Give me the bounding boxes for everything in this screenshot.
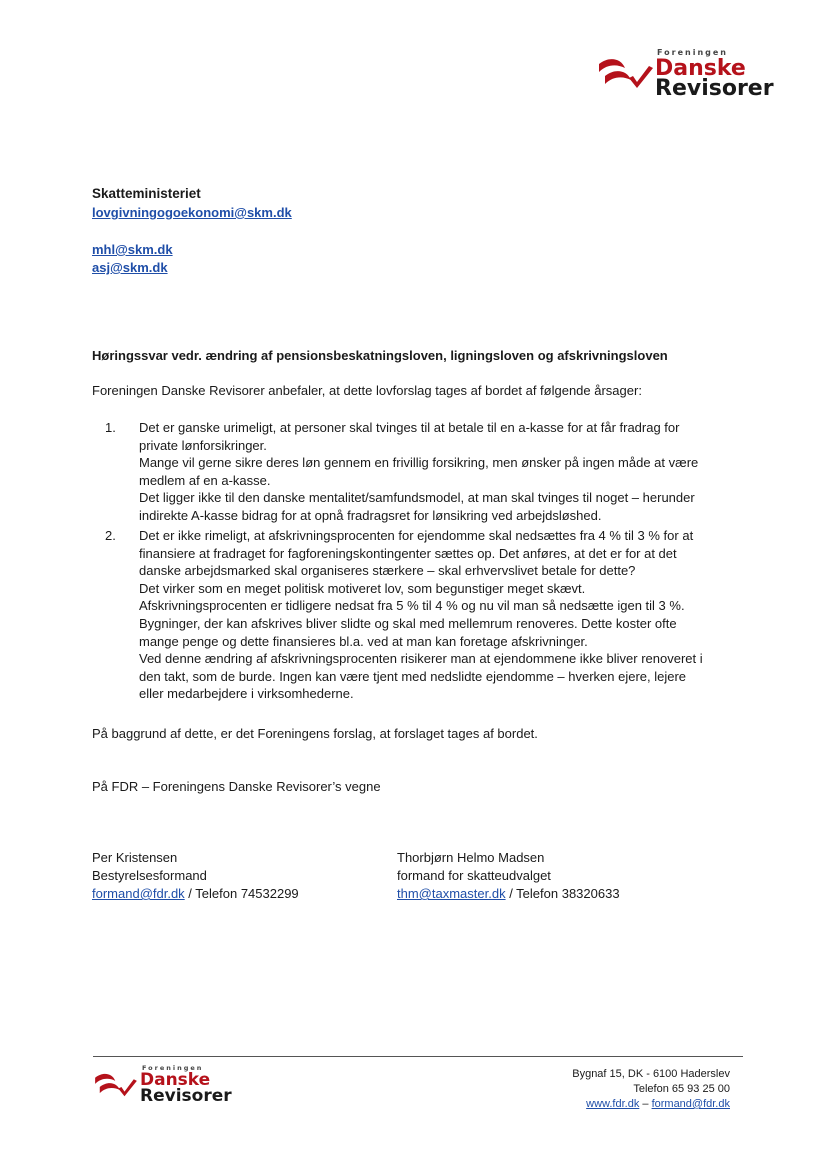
list-line: medlem af en a-kasse. <box>139 472 271 488</box>
logo-emblem-icon <box>595 54 657 98</box>
footer-logo <box>92 1064 242 1110</box>
recipient-name: Skatteministeriet <box>92 186 201 201</box>
list-item-body <box>139 527 747 703</box>
signer-right <box>397 849 737 903</box>
list-item-body <box>139 419 747 525</box>
signer-name: Thorbjørn Helmo Madsen <box>397 850 545 865</box>
footer-email-link[interactable]: formand@fdr.dk <box>651 1098 730 1110</box>
list-number: 1. <box>105 420 116 435</box>
logo-revisorer: Revisorer <box>655 76 774 101</box>
list-line: Det virker som en meget politisk motiveret lov, som begunstiger meget skævt. <box>139 580 586 596</box>
signer-email[interactable]: formand@fdr.dk <box>92 886 185 901</box>
list-line: Mange vil gerne sikre deres løn gennem en frivillig forsikring, men ønsker på ingen måde at være <box>139 455 699 471</box>
signer-name: Per Kristensen <box>92 850 178 865</box>
list-number: 2. <box>105 528 116 543</box>
signer-contact <box>397 885 737 903</box>
list-line: Bygninger, der kan afskrives bliver slidte og skal med mellemrum renoveres. Dette koster ofte <box>139 615 677 631</box>
logo-danske: Danske <box>140 1070 211 1090</box>
signer-phone: / Telefon 38320633 <box>505 886 620 901</box>
signer-left <box>92 849 392 903</box>
signer-contact <box>92 885 392 903</box>
signer-phone: / Telefon 74532299 <box>184 886 299 901</box>
header-logo <box>595 46 774 106</box>
footer-phone: Telefon 65 93 25 00 <box>633 1083 730 1095</box>
signer-title: Bestyrelsesformand <box>92 868 207 883</box>
logo-small-text: Foreningen <box>142 1064 204 1072</box>
logo-revisorer: Revisorer <box>140 1086 232 1106</box>
list-line: indirekte A-kasse bidrag for at opnå fradragsret for lønsikring ved arbejdsløshed. <box>139 507 602 523</box>
footer-divider <box>93 1056 743 1057</box>
footer-links <box>470 1097 730 1112</box>
footer-address: Bygnaf 15, DK - 6100 Haderslev <box>572 1068 730 1080</box>
logo-danske: Danske <box>655 56 746 81</box>
list-line: Det ligger ikke til den danske mentalitet/samfundsmodel, at man skal tvinges til noget – herunder <box>139 490 695 506</box>
list-line: private lønforsikringer. <box>139 437 267 453</box>
recipient-email-3[interactable]: asj@skm.dk <box>92 260 168 275</box>
list-line: Det er ikke rimeligt, at afskrivningsprocenten for ejendomme skal nedsættes fra 4 % til 3 % for at <box>139 528 694 543</box>
on-behalf-text: På FDR – Foreningens Danske Revisorer’s vegne <box>92 779 381 794</box>
logo-emblem-icon <box>92 1070 140 1104</box>
signer-email[interactable]: thm@taxmaster.dk <box>397 886 506 901</box>
list-item <box>105 419 743 527</box>
recipient-email-2[interactable]: mhl@skm.dk <box>92 242 173 257</box>
list-line: danske arbejdsmarked skal organiseres stærkere – skal erhvervslivet betale for dette? <box>139 563 636 579</box>
list-line: Det er ganske urimeligt, at personer skal tvinges til at betale til en a-kasse for at får fradrag for <box>139 420 680 435</box>
signer-title: formand for skatteudvalget <box>397 868 551 883</box>
list-line: mange penge og dette finansieres bl.a. ved at man kan foretage afskrivninger. <box>139 633 588 649</box>
list-line: den takt, som de burde. Ingen kan være tjent med nedslidte ejendomme – hverken ejere, lejere <box>139 668 687 684</box>
subject-heading: Høringssvar vedr. ændring af pensionsbeskatningsloven, ligningsloven og afskrivningsloven <box>92 348 668 363</box>
list-line: Afskrivningsprocenten er tidligere nedsat fra 5 % til 4 % og nu vil man så nedsætte igen til 3 %. <box>139 598 685 614</box>
list-line: Ved denne ændring af afskrivningsprocenten risikerer man at ejendommene ikke bliver renoveret i <box>139 651 703 667</box>
list-item <box>105 527 743 707</box>
footer-contact <box>470 1067 730 1112</box>
intro-text: Foreningen Danske Revisorer anbefaler, at dette lovforslag tages af bordet af følgende årsager: <box>92 383 642 398</box>
list-line: finansiere at fradraget for fagforeningskontingenter sættes op. Det anføres, at det er for at det <box>139 545 677 561</box>
logo-small-text: Foreningen <box>657 48 728 57</box>
footer-web-link[interactable]: www.fdr.dk <box>586 1098 640 1110</box>
conclusion-text: På baggrund af dette, er det Foreningens forslag, at forslaget tages af bordet. <box>92 726 538 741</box>
list-line: eller medarbejdere i virksomhederne. <box>139 686 354 702</box>
footer-separator: – <box>639 1098 652 1110</box>
recipient-email-1[interactable]: lovgivningogoekonomi@skm.dk <box>92 205 292 220</box>
